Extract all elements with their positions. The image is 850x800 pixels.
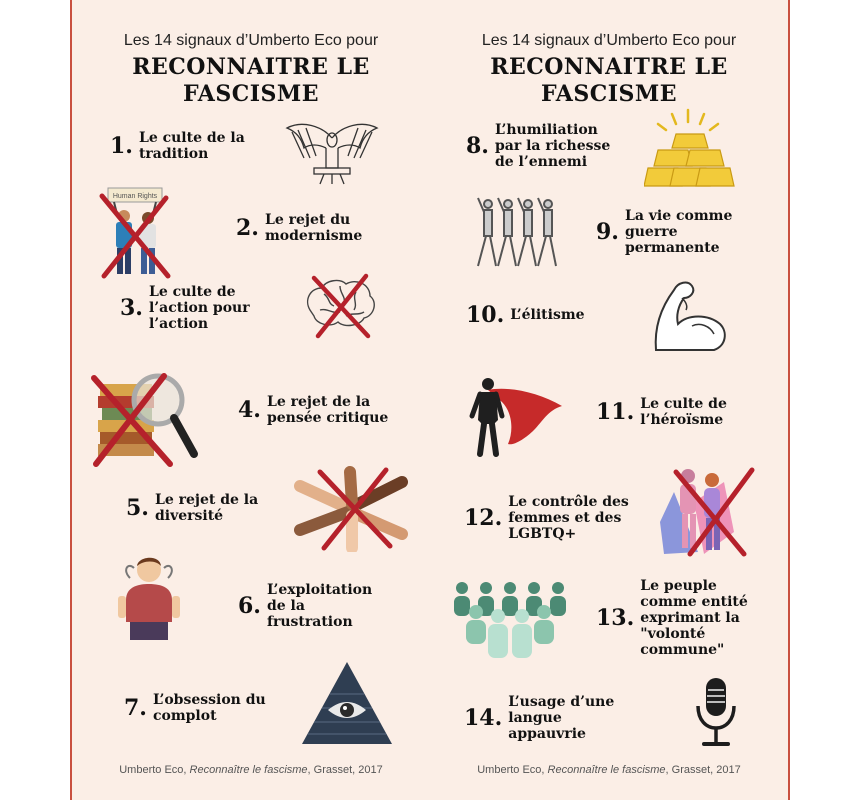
signal-3 xyxy=(120,284,250,332)
signal-4 xyxy=(238,394,388,426)
left-subtitle: Les 14 signaux d’Umberto Eco pour xyxy=(123,32,379,49)
signal-14 xyxy=(464,694,614,742)
signal-text: Le culte de l’action pour l’action xyxy=(148,284,250,332)
signal-number: 8. xyxy=(466,133,489,159)
signal-number: 6. xyxy=(238,593,261,619)
signal-number: 11. xyxy=(596,399,635,425)
signal-2 xyxy=(236,212,362,244)
signal-number: 4. xyxy=(238,397,261,423)
signal-number: 5. xyxy=(126,495,149,521)
signal-7 xyxy=(124,692,266,724)
signal-number: 7. xyxy=(124,695,147,721)
poster xyxy=(70,0,790,800)
signal-9 xyxy=(596,208,732,256)
signal-number: 9. xyxy=(596,219,619,245)
signal-text: L’élitisme xyxy=(510,307,585,323)
signal-1 xyxy=(110,130,245,162)
left-column xyxy=(72,0,430,800)
signal-number: 12. xyxy=(464,505,503,531)
protest-sign-text: Human Rights xyxy=(112,193,158,200)
signal-number: 14. xyxy=(464,705,503,731)
signal-text: Le peuple comme entité exprimant la "volonté commune" xyxy=(640,578,748,658)
signal-text: Le rejet de la pensée critique xyxy=(266,394,389,426)
gold-bars-icon xyxy=(644,108,736,190)
eagle-icon xyxy=(282,118,382,190)
books-magnifier-crossed-icon xyxy=(90,364,200,470)
right-subtitle: Les 14 signaux d’Umberto Eco pour xyxy=(481,32,737,49)
signal-number: 13. xyxy=(596,605,635,631)
signal-12 xyxy=(464,494,629,542)
left-footer: Umberto Eco, Reconnaître le fascisme, Grasset, 2017 xyxy=(119,764,383,776)
right-title: RECONNAITRE LE FASCISME xyxy=(490,54,728,107)
pyramid-eye-icon xyxy=(300,660,394,746)
signal-text: Le contrôle des femmes et des LGBTQ+ xyxy=(508,494,629,542)
signal-6 xyxy=(238,582,372,630)
signal-text: Le culte de l’héroïsme xyxy=(640,396,727,428)
signal-text: Le rejet de la diversité xyxy=(154,492,259,524)
signal-8 xyxy=(466,122,610,170)
microphone-icon xyxy=(694,676,738,750)
signal-number: 2. xyxy=(236,215,259,241)
signal-text: L’humiliation par la richesse de l’ennemi xyxy=(494,122,611,170)
signal-text: L’obsession du complot xyxy=(152,692,266,724)
marching-soldiers-icon xyxy=(474,192,574,272)
right-column xyxy=(430,0,788,800)
crowd-icon xyxy=(450,580,570,664)
left-title: RECONNAITRE LE FASCISME xyxy=(132,54,370,107)
signal-number: 3. xyxy=(120,295,143,321)
superhero-icon xyxy=(468,372,564,460)
signal-text: La vie comme guerre permanente xyxy=(624,208,733,256)
signal-text: Le culte de la tradition xyxy=(138,130,245,162)
signal-number: 10. xyxy=(466,302,505,328)
signal-text: L’usage d’une langue appauvrie xyxy=(508,694,615,742)
couple-crossed-icon xyxy=(654,462,758,558)
hands-crossed-icon xyxy=(294,466,408,552)
brain-crossed-icon xyxy=(300,272,380,340)
protest-crossed-icon xyxy=(96,186,176,281)
flexed-arm-icon xyxy=(648,276,732,354)
signal-number: 1. xyxy=(110,133,133,159)
signal-text: L’exploitation de la frustration xyxy=(266,582,373,630)
signal-11 xyxy=(596,396,727,428)
signal-text: Le rejet du modernisme xyxy=(264,212,363,244)
signal-5 xyxy=(126,492,258,524)
signal-10 xyxy=(466,302,585,328)
frustrated-person-icon xyxy=(112,552,186,644)
signal-13 xyxy=(596,578,748,658)
right-footer: Umberto Eco, Reconnaître le fascisme, Grasset, 2017 xyxy=(477,764,741,776)
